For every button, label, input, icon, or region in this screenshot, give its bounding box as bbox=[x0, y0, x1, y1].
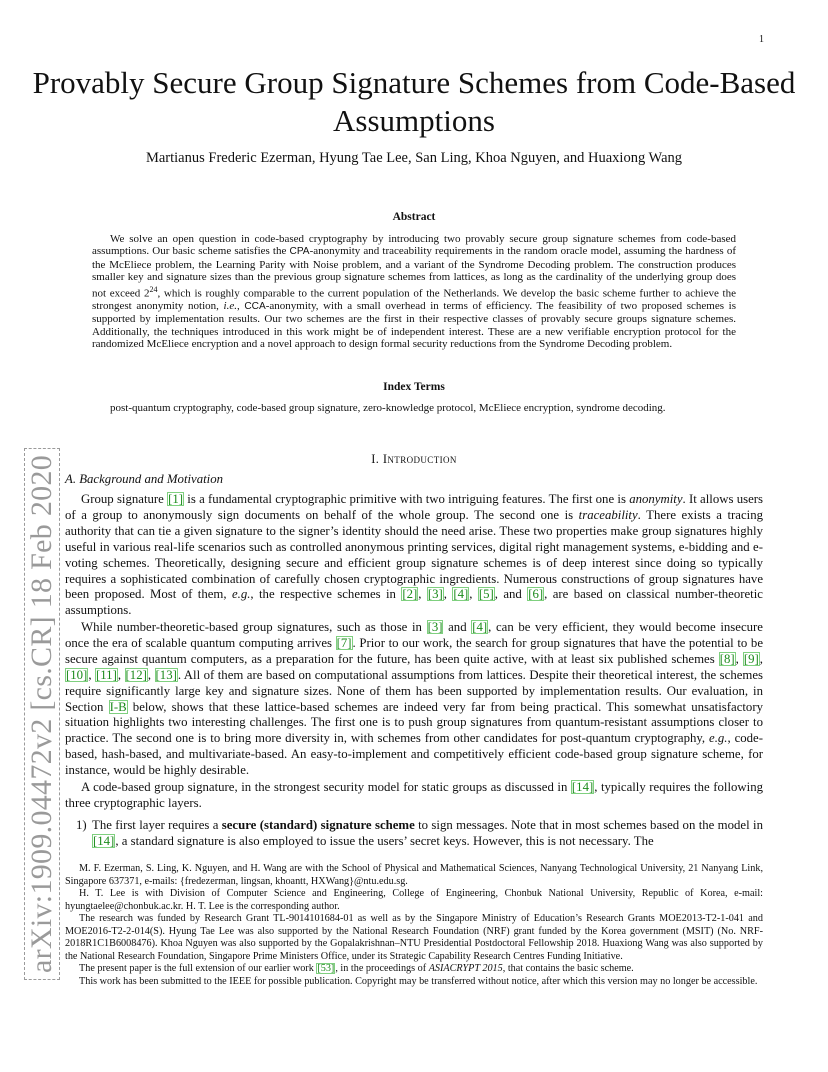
paragraph bbox=[65, 780, 763, 812]
text-run: , the respective schemes in bbox=[250, 587, 402, 602]
abstract-heading: Abstract bbox=[392, 211, 436, 223]
text-run: . It allows users of a group to anonymously sign documents on behalf of the whole group. The second one is bbox=[65, 492, 763, 522]
paragraph bbox=[65, 492, 763, 619]
citation-link[interactable]: [14] bbox=[93, 833, 115, 848]
text-run: , bbox=[443, 587, 453, 602]
section-numeral: I. bbox=[371, 452, 383, 466]
citation-link[interactable]: [6] bbox=[528, 587, 544, 602]
paragraph bbox=[65, 620, 763, 779]
citation-link[interactable]: [2] bbox=[402, 587, 418, 602]
arxiv-stamp[interactable]: arXiv:1909.04472v2 [cs.CR] 18 Feb 2020 bbox=[24, 448, 60, 980]
text-run: , can be very efficient, they would become insecure once the era of scalable quantum computing arrives bbox=[65, 620, 763, 650]
text-run: below, shows that these lattice-based schemes are indeed very far from being practical. This somewhat unsatisfactory situation highlights two interesting challenges. The first one is to push group signatures from quantum-resistant assumptions closer to practice. The second one is to bring more diversity in, with schemes from other candidates for post-quantum cryptography, bbox=[65, 699, 763, 746]
citation-link[interactable]: [12] bbox=[125, 667, 147, 682]
list-item bbox=[65, 818, 763, 850]
list-number: 1) bbox=[76, 818, 87, 832]
bold-term: secure (standard) signature scheme bbox=[221, 818, 415, 832]
index-terms-text: post-quantum cryptography, code-based group signature, zero-knowledge protocol, McEliece encryption, syndrome decoding. bbox=[110, 402, 666, 414]
text-run: . Prior to our work, the search for group signatures that have the potential to be secure against quantum computers, as a preparation for the future, has been quite active, with at least six published schemes bbox=[65, 635, 763, 666]
footnote-copyright: This work has been submitted to the IEEE for possible publication. Copyright may be transferred without notice, after which this version may no longer be accessible. bbox=[79, 975, 758, 987]
text-run: , typically requires the following three cryptographic layers. bbox=[65, 780, 763, 810]
abstract-text bbox=[92, 233, 736, 350]
citation-link[interactable]: [5] bbox=[478, 587, 494, 602]
section-link[interactable]: I-B bbox=[109, 699, 127, 714]
text-run: Group signature bbox=[81, 492, 168, 506]
text-run: , code-based, hash-based, and multivariate-based. An easy-to-implement and competitively efficient code-based group signature scheme, for instance, would be highly desirable. bbox=[65, 731, 763, 778]
text-run: is a fundamental cryptographic primitive with two intriguing features. The first one is bbox=[184, 492, 630, 506]
ie-abbrev: i.e. bbox=[223, 299, 237, 312]
text-run: , a standard signature is also employed to issue the users’ secret keys. However, this is not necessary. The bbox=[115, 833, 654, 848]
text-run: , bbox=[469, 587, 478, 602]
index-terms-heading: Index Terms bbox=[383, 381, 445, 393]
text-run: . All of them are based on computational assumptions from lattices. Despite their theoretical interest, the schemes require significantly large key and signature sizes. None of them has been supported by implementation results. Our evaluation, in Section bbox=[65, 667, 764, 714]
text-run: and bbox=[443, 620, 472, 634]
text-run: , and bbox=[494, 587, 528, 602]
cpa-term: CPA bbox=[289, 246, 310, 258]
text-run: , are based on classical number-theoretic assumptions. bbox=[65, 587, 763, 618]
text-run: , bbox=[88, 667, 95, 682]
citation-link[interactable]: [3] bbox=[427, 620, 443, 634]
citation-link[interactable]: [10] bbox=[66, 667, 88, 682]
text-run: , that contains the basic scheme. bbox=[502, 963, 634, 974]
abstract-text-part: , which is roughly comparable to the current population of the Netherlands. We develop the basic scheme further to achieve the strongest anonymity notion, bbox=[92, 287, 736, 312]
abstract-text-part: -anonymity, with a small overhead in terms of efficiency. The feasibility of two proposed schemes is supported by implementation results. Our two schemes are the first in their respective classes of provably secure groups signature schemes. Additionally, the techniques introduced in this work might be of independent interest. These are a new verifiable encryption protocol for the randomized McEliece encryption and a novel approach to design formal security reductions from the Syndrome Decoding problem. bbox=[92, 299, 736, 350]
footnotes bbox=[65, 863, 763, 988]
citation-link[interactable]: [3] bbox=[427, 587, 443, 602]
citation-link[interactable]: [9] bbox=[743, 651, 759, 666]
footnote-affiliation-2: H. T. Lee is with Division of Computer Science and Engineering, College of Engineering, Chonbuk National University, Republic of Korea, e-mail: hyungtaelee@chonbuk.ac.kr. H. T. Lee is the corresponding author. bbox=[65, 888, 763, 912]
text-run: , bbox=[735, 651, 743, 666]
citation-link[interactable]: [11] bbox=[96, 667, 117, 682]
emphasis: anonymity bbox=[629, 492, 683, 506]
citation-link[interactable]: [1] bbox=[168, 492, 184, 506]
venue-name: ASIACRYPT 2015 bbox=[428, 963, 503, 974]
footnote-funding: The research was funded by Research Grant TL-9014101684-01 as well as by the Singapore Ministry of Education’s Research Grants MOE2013-T2-1-041 and MOE2016-T2-2-014(S). Hyung Tae Lee was also supported by the National Research Foundation (NRF) grant funded by the Korea government (MSIT) (No. NRF-2018R1C1B6008476). Khoa Nguyen was also supported by the Gopalakrishnan–NTU Presidential Postdoctoral Fellowship 2018. Huaxiong Wang was also supported by the National Research Foundation, Singapore Prime Ministers Office, under its Strategic Capability Research Centres Funding Initiative. bbox=[65, 913, 763, 962]
text-run: A code-based group signature, in the strongest security model for static groups as discussed in bbox=[81, 780, 571, 794]
page-number: 1 bbox=[759, 34, 764, 45]
text-run: , bbox=[117, 667, 125, 682]
text-run: , bbox=[759, 651, 763, 666]
citation-link[interactable]: [13] bbox=[155, 667, 177, 682]
footnote-affiliation-1: M. F. Ezerman, S. Ling, K. Nguyen, and H. Wang are with the School of Physical and Mathematical Sciences, Nanyang Technological University, 21 Nanyang Link, Singapore 637371, e-mails: {fredezerman, lingsan, khoantt, HXWang}@ntu.edu.sg. bbox=[65, 863, 763, 887]
subsection-heading: A. Background and Motivation bbox=[65, 472, 224, 486]
eg-abbrev: e.g. bbox=[231, 587, 251, 602]
citation-link[interactable]: [53] bbox=[317, 963, 335, 974]
abstract-text-part: We solve an open question in code-based cryptography by introducing two provably secure group signature schemes from code-based assumptions. Our basic scheme satisfies the bbox=[92, 233, 736, 258]
citation-link[interactable]: [4] bbox=[453, 587, 469, 602]
citation-link[interactable]: [7] bbox=[336, 635, 352, 650]
text-run: . There exists a tracing authority that can tie a given signature to the signer’s identity should the need arise. These two properties make group signatures highly useful in various real-life scenarios such as controlled anonymous printing services, digital right management systems, e-bidding and e-voting schemes. Theoretically, designing secure and efficient group signature schemes is of deep interest since doing so typically requires a sophisticated combination of carefully chosen cryptographic ingredients. Numerous constructions of group signatures have been proposed. Most of them, bbox=[65, 507, 763, 602]
paper-title: Provably Secure Group Signature Schemes from Code-Based Assumptions bbox=[32, 65, 796, 138]
text-run: , in the proceedings of bbox=[335, 963, 429, 974]
text-run: to sign messages. Note that in most schemes based on the model in bbox=[414, 818, 763, 832]
footnote-prior-work bbox=[65, 963, 763, 976]
section-title: Introduction bbox=[382, 452, 457, 466]
author-list: Martianus Frederic Ezerman, Hyung Tae Lee, San Ling, Khoa Nguyen, and Huaxiong Wang bbox=[145, 150, 683, 166]
cca-term: CCA bbox=[244, 300, 266, 312]
text-run: The present paper is the full extension of our earlier work bbox=[79, 963, 317, 974]
citation-link[interactable]: [14] bbox=[571, 780, 594, 794]
text-run: The first layer requires a bbox=[92, 818, 222, 832]
list-item-text bbox=[92, 818, 763, 850]
emphasis: traceability bbox=[578, 507, 638, 522]
section-heading bbox=[0, 452, 828, 467]
abstract-text-part: -anonymity and traceability requirements in the random oracle model, assuming the hardness of the McEliece problem, the Learning Parity with Noise problem, and a variant of the Syndrome Decoding problem. The construction produces smaller key and signature sizes than the previous group signature schemes from lattices, as long as the cardinality of the underlying group does not exceed 2 bbox=[92, 245, 736, 300]
abstract-text-part: , bbox=[236, 299, 245, 312]
citation-link[interactable]: [8] bbox=[719, 651, 735, 666]
text-run: While number-theoretic-based group signatures, such as those in bbox=[81, 620, 427, 634]
citation-link[interactable]: [4] bbox=[472, 620, 488, 634]
text-run: , bbox=[147, 667, 155, 682]
eg-abbrev: e.g. bbox=[709, 731, 728, 746]
exponent: 24 bbox=[149, 284, 158, 294]
text-run: , bbox=[418, 587, 427, 602]
